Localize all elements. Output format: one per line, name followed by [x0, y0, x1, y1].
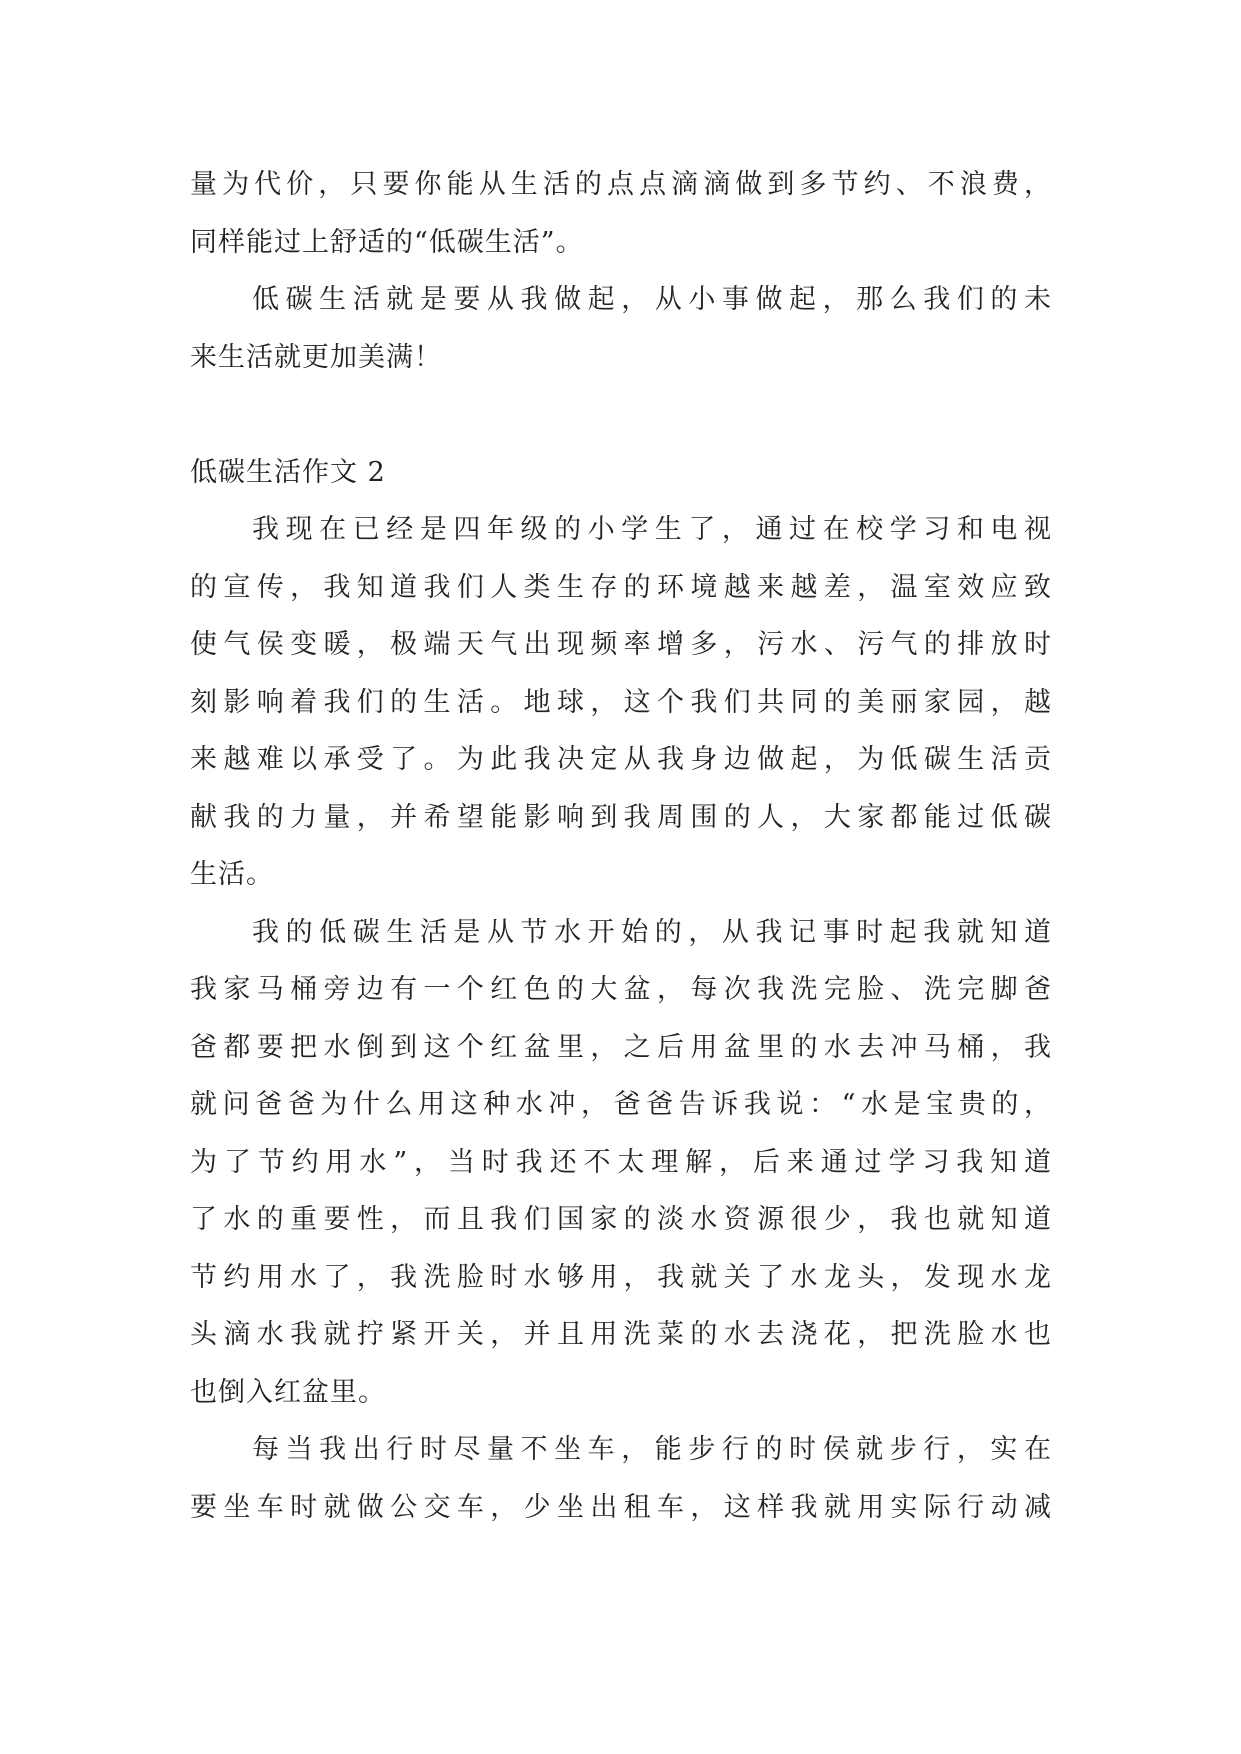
text-line: 来越难以承受了。为此我决定从我身边做起，为低碳生活贡: [190, 744, 1052, 775]
text-line: 也倒入红盆里。: [190, 1376, 386, 1408]
text-line: 献我的力量，并希望能影响到我周围的人，大家都能过低碳: [190, 801, 1052, 833]
text-line: 我的低碳生活是从节水开始的，从我记事时起我就知道: [252, 916, 1052, 948]
essay-2: [190, 444, 1052, 1537]
text-line: 生活。: [190, 859, 274, 890]
essay-1-ending: [190, 156, 1052, 386]
text-line: 要坐车时就做公交车，少坐出租车，这样我就用实际行动减: [190, 1491, 1052, 1523]
text-line: 头滴水我就拧紧开关，并且用洗菜的水去浇花，把洗脸水也: [190, 1319, 1052, 1350]
text-line: 节约用水了，我洗脸时水够用，我就关了水龙头，发现水龙: [190, 1261, 1052, 1293]
paragraph: [190, 501, 1052, 904]
text-line: 我现在已经是四年级的小学生了，通过在校学习和电视: [252, 514, 1052, 545]
document-body: [190, 156, 1052, 1536]
text-line: 了水的重要性，而且我们国家的淡水资源很少，我也就知道: [190, 1204, 1052, 1235]
text-line: 量为代价，只要你能从生活的点点滴滴做到多节约、不浪费，: [190, 169, 1052, 200]
paragraph: [190, 904, 1052, 1422]
text-line: 爸都要把水倒到这个红盆里，之后用盆里的水去冲马桶，我: [190, 1031, 1052, 1063]
text-line: 低碳生活就是要从我做起，从小事做起，那么我们的未: [252, 284, 1052, 315]
text-line: 我家马桶旁边有一个红色的大盆，每次我洗完脸、洗完脚爸: [190, 974, 1052, 1005]
paragraph: [190, 1421, 1052, 1536]
text-line: 就问爸爸为什么用这种水冲，爸爸告诉我说：“水是宝贵的，: [190, 1089, 1052, 1120]
text-line: 为了节约用水”，当时我还不太理解，后来通过学习我知道: [190, 1146, 1052, 1178]
text-line: 每当我出行时尽量不坐车，能步行的时侯就步行，实在: [252, 1434, 1052, 1465]
text-line: 刻影响着我们的生活。地球，这个我们共同的美丽家园，越: [190, 686, 1052, 718]
text-line: 来生活就更加美满！: [190, 341, 442, 373]
paragraph: [190, 271, 1052, 386]
text-line: 使气侯变暖，极端天气出现频率增多，污水、污气的排放时: [190, 629, 1052, 660]
paragraph: [190, 156, 1052, 271]
text-line: 的宣传，我知道我们人类生存的环境越来越差，温室效应致: [190, 571, 1052, 603]
essay-title: 低碳生活作文 2: [190, 456, 386, 488]
text-line: 同样能过上舒适的“低碳生活”。: [190, 226, 584, 258]
